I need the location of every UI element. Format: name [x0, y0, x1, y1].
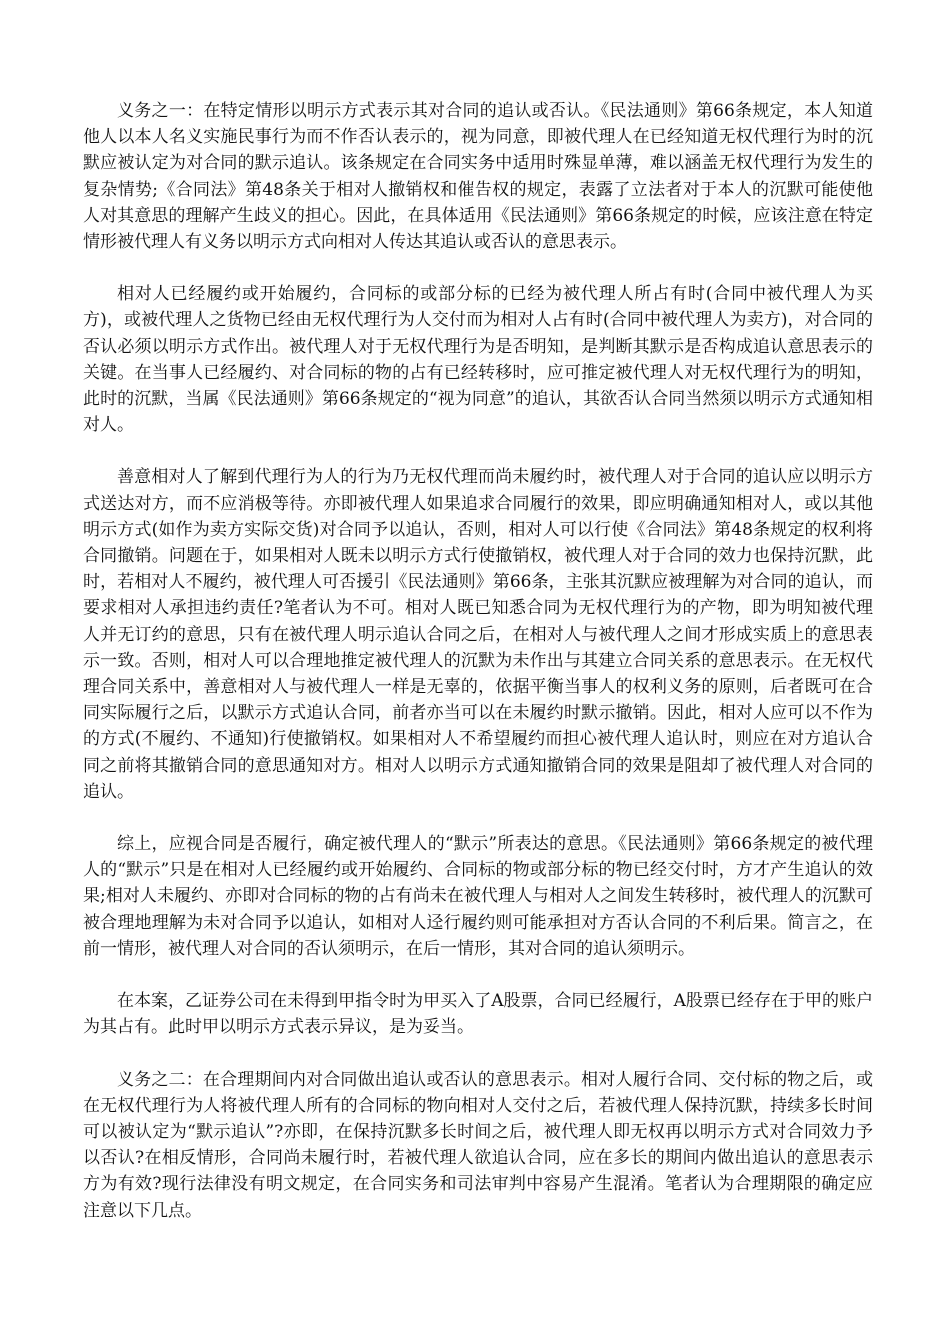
paragraph-summary: 综上，应视合同是否履行，确定被代理人的“默示”所表达的意思。《民法通则》第66条规定的被代理人的“默示”只是在相对人已经履约或开始履约、合同标的物或部分标的物已经交付时，方才产生追认的效果;相对人未履约、亦即对合同标的物的占有尚未在被代理人与相对人之间发生转移时，被代理人的沉默可被合理地理解为未对合同予以追认，如相对人迳行履约则可能承担对方否认合同的不利后果。简言之，在前一情形，被代理人对合同的否认须明示，在后一情形，其对合同的追认须明示。 [83, 834, 873, 959]
document-body [83, 98, 873, 1250]
paragraph-good-faith-counterparty: 善意相对人了解到代理行为人的行为乃无权代理而尚未履约时，被代理人对于合同的追认应以明示方式送达对方，而不应消极等待。亦即被代理人如果追求合同履行的效果，即应明确通知相对人，或以其他明示方式(如作为卖方实际交货)对合同予以追认，否则，相对人可以行使《合同法》第48条规定的权利将合同撤销。问题在于，如果相对人既未以明示方式行使撤销权，被代理人对于合同的效力也保持沉默，此时，若相对人不履约，被代理人可否援引《民法通则》第66条，主张其沉默应被理解为对合同的追认，而要求相对人承担违约责任?笔者认为不可。相对人既已知悉合同为无权代理行为的产物，即为明知被代理人并无订约的意思，只有在被代理人明示追认合同之后，在相对人与被代理人之间才形成实质上的意思表示一致。否则，相对人可以合理地推定被代理人的沉默为未作出与其建立合同关系的意思表示。在无权代理合同关系中，善意相对人与被代理人一样是无辜的，依据平衡当事人的权利义务的原则，后者既可在合同实际履行之后，以默示方式追认合同，前者亦当可以在未履约时默示撤销。因此，相对人应可以不作为的方式(不履约、不通知)行使撤销权。如果相对人不希望履约而担心被代理人追认时，则应在对方追认合同之前将其撤销合同的意思通知对方。相对人以明示方式通知撤销合同的效果是阻却了被代理人对合同的追认。 [83, 467, 873, 802]
paragraph-obligation-one: 义务之一：在特定情形以明示方式表示其对合同的追认或否认。《民法通则》第66条规定，本人知道他人以本人名义实施民事行为而不作否认表示的，视为同意，即被代理人在已经知道无权代理行为时的沉默应被认定为对合同的默示追认。该条规定在合同实务中适用时殊显单薄，难以涵盖无权代理行为发生的复杂情势;《合同法》第48条关于相对人撤销权和催告权的规定，表露了立法者对于本人的沉默可能使他人对其意思的理解产生歧义的担心。因此，在具体适用《民法通则》第66条规定的时候，应该注意在特定情形被代理人有义务以明示方式向相对人传达其追认或否认的意思表示。 [83, 101, 873, 253]
paragraph-obligation-two: 义务之二：在合理期间内对合同做出追认或否认的意思表示。相对人履行合同、交付标的物之后，或在无权代理行为人将被代理人所有的合同标的物向相对人交付之后，若被代理人保持沉默，持续多长时间可以被认定为“默示追认”?亦即，在保持沉默多长时间之后，被代理人即无权再以明示方式对合同效力予以否认?在相反情形，合同尚未履行时，若被代理人欲追认合同，应在多长的期间内做出追认的意思表示方为有效?现行法律没有明文规定，在合同实务和司法审判中容易产生混淆。笔者认为合理期限的确定应注意以下几点。 [83, 1069, 873, 1221]
paragraph-counterparty-performed: 相对人已经履约或开始履约，合同标的或部分标的已经为被代理人所占有时(合同中被代理人为买方)，或被代理人之货物已经由无权代理行为人交付而为相对人占有时(合同中被代理人为卖方)，对合同的否认必须以明示方式作出。被代理人对于无权代理行为是否明知，是判断其默示是否构成追认意思表示的关键。在当事人已经履约、对合同标的物的占有已经转移时，应可推定被代理人对无权代理行为的明知，此时的沉默，当属《民法通则》第66条规定的“视为同意”的追认，其欲否认合同当然须以明示方式通知相对人。 [83, 284, 873, 436]
paragraph-case-application: 在本案，乙证券公司在未得到甲指令时为甲买入了A股票，合同已经履行，A股票已经存在于甲的账户为其占有。此时甲以明示方式表示异议，是为妥当。 [83, 991, 873, 1038]
